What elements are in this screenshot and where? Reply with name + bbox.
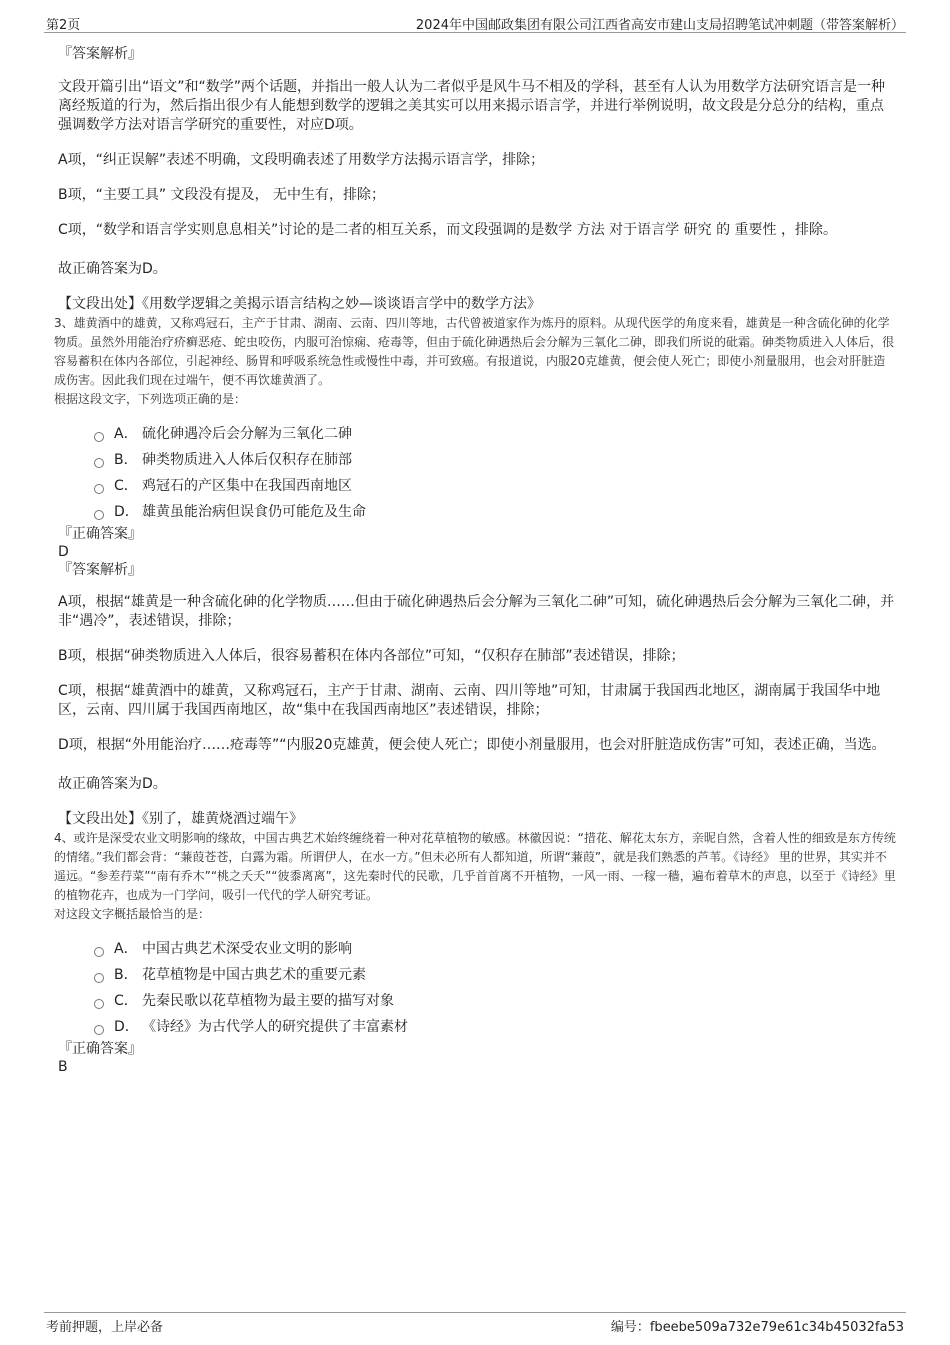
analysis-option-a: A项，根据“雄黄是一种含硫化砷的化学物质……但由于硫化砷遇热后会分解为三氧化二砷”可知，硫化砷遇热后会分解为三氧化二砷，并非“遇冷”，表述错误，排除；	[58, 594, 895, 629]
analysis-conclusion: 故正确答案为D。	[58, 261, 167, 277]
question-4-options	[94, 936, 896, 1040]
page-content	[54, 44, 896, 1076]
correct-answer: B	[58, 1059, 68, 1075]
radio-icon[interactable]	[94, 947, 104, 957]
radio-icon[interactable]	[94, 999, 104, 1009]
radio-icon[interactable]	[94, 484, 104, 494]
analysis-option-b: B项，根据“砷类物质进入人体后，很容易蓄积在体内各部位”可知，“仅积存在肺部”表述错误，排除；	[58, 648, 685, 664]
question-4-text: 4、或许是深受农业文明影响的缘故，中国古典艺术始终缠绕着一种对花草植物的敏感。林徽因说：“措花、解花太东方，亲昵自然，含着人性的细致是东方传统的情绪。”我们都会背：“蒹葭苍苍，白露为霜。所谓伊人，在水一方。”但未必所有人都知道，所谓“蒹葭”，就是我们熟悉的芦苇。《诗经》 里的世界，其实并不遥远。“参差荇菜”“南有乔木”“桃之夭夭”“彼黍离离”，这先秦时代的民歌，几乎首首离不开植物，一风一雨、一稼一穑，遍布着草木的声息，以至于《诗经》里的植物花卉，也成为一门学问，吸引一代代的学人研究考证。	[54, 831, 896, 902]
analysis-label: 『答案解析』	[58, 46, 142, 62]
radio-icon[interactable]	[94, 973, 104, 983]
source-citation: 【文段出处】《别了，雄黄烧酒过端午》	[58, 811, 303, 827]
analysis-option-b: B项，“主要工具” 文段没有提及， 无中生有，排除；	[58, 187, 386, 203]
analysis-option-c: C项，“数学和语言学实则息息相关”讨论的是二者的相互关系，而文段强调的是数学 方法 对于语言学 研究 的 重要性 ，排除。	[58, 222, 837, 238]
correct-answer: D	[58, 544, 69, 560]
option-d[interactable]: D． 雄黄虽能治病但误食仍可能危及生命	[94, 499, 896, 525]
analysis-label: 『答案解析』	[58, 562, 142, 578]
option-a[interactable]: A． 硫化砷遇冷后会分解为三氧化二砷	[94, 421, 896, 447]
document-title: 2024年中国邮政集团有限公司江西省高安市建山支局招聘笔试冲刺题（带答案解析）	[415, 18, 904, 33]
correct-answer-label: 『正确答案』	[58, 526, 142, 542]
analysis-conclusion: 故正确答案为D。	[58, 776, 167, 792]
option-b[interactable]: B． 花草植物是中国古典艺术的重要元素	[94, 962, 896, 988]
question-4-prompt: 对这段文字概括最恰当的是：	[54, 907, 211, 921]
option-a[interactable]: A． 中国古典艺术深受农业文明的影响	[94, 936, 896, 962]
source-citation: 【文段出处】《用数学逻辑之美揭示语言结构之妙—谈谈语言学中的数学方法》	[58, 296, 541, 312]
option-c[interactable]: C． 鸡冠石的产区集中在我国西南地区	[94, 473, 896, 499]
question-3-text: 3、雄黄酒中的雄黄，又称鸡冠石，主产于甘肃、湖南、云南、四川等地，古代曾被道家作为炼丹的原料。从现代医学的角度来看，雄黄是一种含硫化砷的化学物质。虽然外用能治疗疥癣恶疮、蛇虫咬伤，内服可治惊痫、疮毒等，但由于硫化砷遇热后会分解为三氧化二砷，即我们所说的砒霜。砷类物质进入人体后，很容易蓄积在体内各部位，引起神经、肠胃和呼吸系统急性或慢性中毒，并可致癌。有报道说，内服20克雄黄，便会使人死亡；即使小剂量服用，也会对肝脏造成伤害。因此我们现在过端午，便不再饮雄黄酒了。	[54, 316, 895, 387]
analysis-paragraph: 文段开篇引出“语文”和“数学”两个话题，并指出一般人认为二者似乎是风牛马不相及的学科，甚至有人认为用数学方法研究语言是一种离经叛道的行为，然后指出很少有人能想到数学的逻辑之美其实可以用来揭示语言学，并进行举例说明，故文段是分总分的结构，重点强调数学方法对语言学研究的重要性，对应D项。	[58, 79, 886, 133]
question-3-prompt: 根据这段文字，下列选项正确的是：	[54, 392, 247, 406]
footer-slogan: 考前押题，上岸必备	[46, 1320, 164, 1335]
correct-answer-label: 『正确答案』	[58, 1041, 142, 1057]
radio-icon[interactable]	[94, 510, 104, 520]
page-footer	[44, 1312, 906, 1335]
page-number: 第2页	[46, 18, 81, 33]
radio-icon[interactable]	[94, 432, 104, 442]
analysis-option-c: C项，根据“雄黄酒中的雄黄，又称鸡冠石，主产于甘肃、湖南、云南、四川等地”可知，甘肃属于我国西北地区，湖南属于我国华中地区，云南、四川属于我国西南地区，故“集中在我国西南地区”表述错误，排除；	[58, 683, 881, 718]
option-d[interactable]: D． 《诗经》为古代学人的研究提供了丰富素材	[94, 1014, 896, 1040]
option-b[interactable]: B． 砷类物质进入人体后仅积存在肺部	[94, 447, 896, 473]
radio-icon[interactable]	[94, 1025, 104, 1035]
analysis-option-a: A项，“纠正误解”表述不明确，文段明确表述了用数学方法揭示语言学，排除；	[58, 152, 545, 168]
question-3-options	[94, 421, 896, 525]
document-id: 编号：fbeebe509a732e79e61c34b45032fa53	[610, 1320, 904, 1335]
page-header	[44, 12, 906, 33]
analysis-option-d: D项，根据“外用能治疗……疮毒等”“内服20克雄黄，便会使人死亡；即使小剂量服用，也会对肝脏造成伤害”可知，表述正确，当选。	[58, 737, 886, 753]
radio-icon[interactable]	[94, 458, 104, 468]
option-c[interactable]: C． 先秦民歌以花草植物为最主要的描写对象	[94, 988, 896, 1014]
